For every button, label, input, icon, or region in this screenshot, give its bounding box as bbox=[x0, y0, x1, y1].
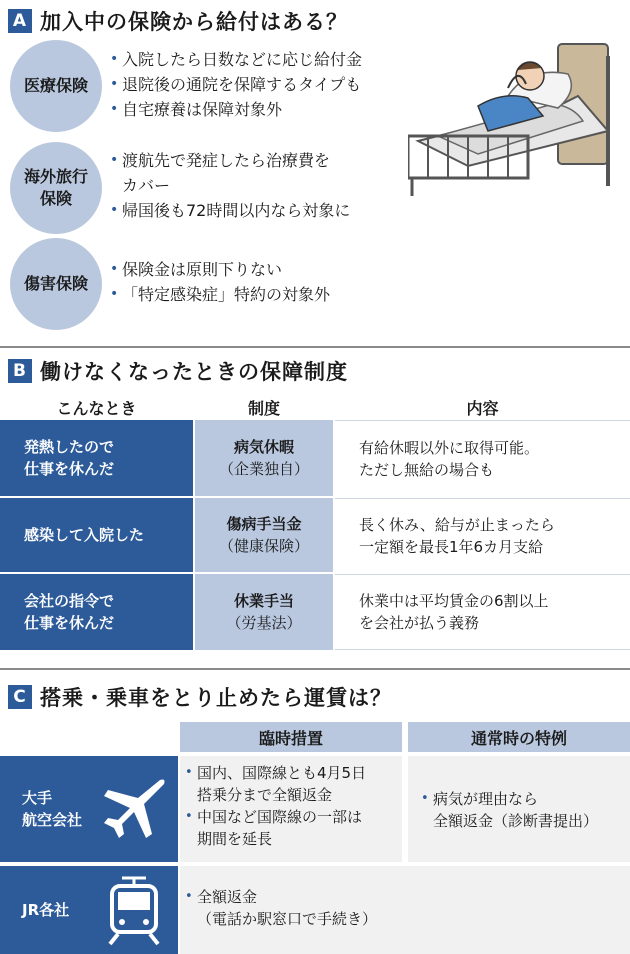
table-row-when bbox=[0, 574, 193, 650]
system-text: 傷病手当金 bbox=[226, 515, 302, 533]
column-header-system: 制度 bbox=[247, 399, 280, 418]
list-item: • 自宅療養は保障対象外 bbox=[108, 97, 362, 122]
airline-name-1: 大手 bbox=[22, 789, 53, 807]
airline-name-2: 航空会社 bbox=[22, 811, 83, 829]
list-item: • 保険金は原則下りない bbox=[108, 257, 330, 282]
list-text: 国内、国際線とも4月5日 bbox=[197, 764, 367, 782]
accident-insurance-bullets bbox=[108, 257, 330, 307]
section-divider bbox=[0, 668, 630, 670]
section-b-badge: B bbox=[8, 359, 32, 383]
travel-insurance-label bbox=[10, 142, 102, 234]
hospital-bed-illustration bbox=[408, 36, 623, 196]
jr-name: JR各社 bbox=[22, 901, 70, 919]
content-text: 一定額を最長1年6カ月支給 bbox=[359, 537, 544, 556]
airplane-icon bbox=[100, 774, 170, 844]
list-text: 期間を延長 bbox=[197, 830, 273, 848]
train-icon bbox=[106, 876, 162, 946]
table-row-system bbox=[195, 574, 333, 650]
system-sub-text: （企業独自） bbox=[218, 460, 309, 478]
travel-insurance-text-2: 保険 bbox=[39, 189, 72, 208]
medical-insurance-text: 医療保険 bbox=[23, 76, 88, 95]
list-item: • 入院したら日数などに応じ給付金 bbox=[108, 47, 362, 72]
column-header-content: 内容 bbox=[466, 399, 499, 418]
accident-insurance-text: 傷害保険 bbox=[23, 274, 88, 293]
content-text: を会社が払う義務 bbox=[359, 614, 480, 632]
when-text: 感染して入院した bbox=[24, 526, 145, 544]
accident-insurance-label bbox=[10, 238, 102, 330]
system-sub-text: （労基法） bbox=[226, 614, 302, 632]
content-text: 長く休み、給与が止まったら bbox=[359, 515, 555, 534]
list-item bbox=[184, 886, 626, 930]
list-item: • 帰国後も72時間以内なら対象に bbox=[108, 198, 350, 223]
travel-insurance-text-1: 海外旅行 bbox=[23, 167, 88, 186]
airline-temporary-cell bbox=[180, 756, 402, 862]
system-text: 休業手当 bbox=[233, 592, 294, 610]
list-text: 全額返金（診断書提出） bbox=[433, 812, 599, 830]
list-item bbox=[184, 806, 398, 850]
section-b-heading: 働けなくなったときの保障制度 bbox=[40, 360, 348, 384]
list-text: 中国など国際線の一部は bbox=[197, 808, 363, 826]
table-row-content bbox=[335, 420, 630, 496]
section-a-heading: 加入中の保険から給付はある？ bbox=[40, 10, 348, 34]
section-divider bbox=[0, 346, 630, 348]
section-c-heading: 搭乗・乗車をとり止めたら運賃は？ bbox=[40, 686, 392, 710]
travel-insurance-bullets bbox=[108, 148, 350, 223]
section-c-title bbox=[8, 682, 392, 712]
list-text: 全額返金 bbox=[197, 888, 258, 906]
list-item: • 「特定感染症」特約の対象外 bbox=[108, 282, 330, 307]
list-text: 病気が理由なら bbox=[433, 790, 539, 808]
table-row-content bbox=[335, 574, 630, 650]
airline-normal-cell bbox=[408, 756, 630, 862]
list-text: 搭乗分まで全額返金 bbox=[197, 786, 333, 804]
content-text: 休業中は平均賃金の6割以上 bbox=[359, 592, 549, 610]
when-text: 仕事を休んだ bbox=[24, 614, 115, 632]
jr-temporary-cell bbox=[180, 866, 630, 954]
list-item bbox=[420, 788, 626, 832]
table-row-content bbox=[335, 498, 630, 572]
table-row-system bbox=[195, 420, 333, 496]
table-row-when bbox=[0, 420, 193, 496]
medical-insurance-label bbox=[10, 40, 102, 132]
system-sub-text: （健康保険） bbox=[218, 537, 309, 555]
section-b-title bbox=[8, 356, 348, 386]
table-row-system bbox=[195, 498, 333, 572]
column-header-temporary: 臨時措置 bbox=[180, 722, 402, 752]
section-c-badge: C bbox=[8, 685, 32, 709]
table-row-when bbox=[0, 498, 193, 572]
when-text: 会社の指令で bbox=[24, 592, 115, 610]
list-item: カバー bbox=[122, 176, 171, 195]
section-a-badge: A bbox=[8, 9, 32, 33]
section-a-title bbox=[8, 6, 348, 36]
when-text: 仕事を休んだ bbox=[24, 460, 115, 478]
content-text: ただし無給の場合も bbox=[359, 460, 495, 479]
list-item bbox=[184, 762, 398, 806]
column-header-when: こんなとき bbox=[56, 399, 137, 418]
content-text: 有給休暇以外に取得可能。 bbox=[359, 438, 540, 457]
system-text: 病気休暇 bbox=[233, 438, 294, 456]
list-item: • 退院後の通院を保障するタイプも bbox=[108, 72, 362, 97]
column-header-normal: 通常時の特例 bbox=[408, 722, 630, 752]
airline-row-label bbox=[0, 756, 178, 862]
jr-row-label bbox=[0, 866, 178, 954]
medical-insurance-bullets bbox=[108, 47, 362, 122]
list-text: （電話か駅窓口で手続き） bbox=[197, 910, 378, 928]
list-item: • 渡航先で発症したら治療費を bbox=[108, 148, 350, 173]
when-text: 発熱したので bbox=[24, 438, 115, 456]
